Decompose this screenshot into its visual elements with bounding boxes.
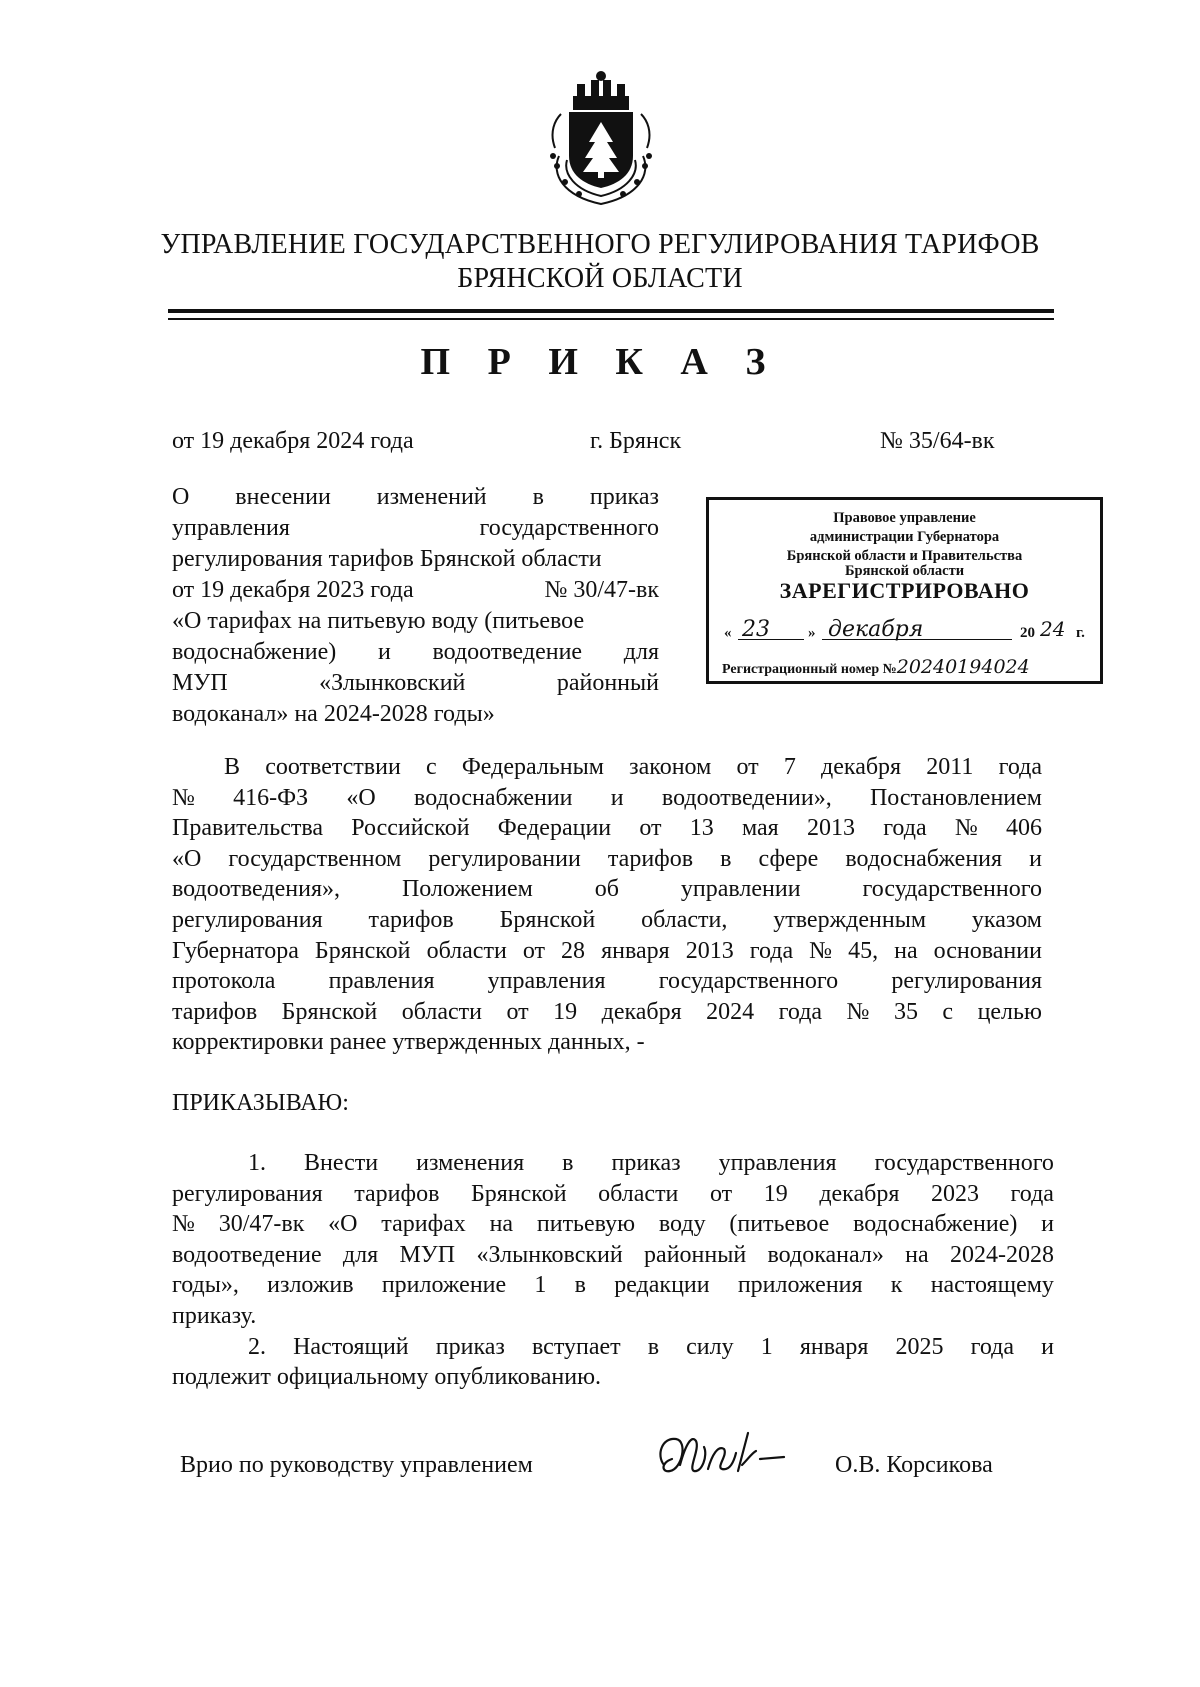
stamp-org-line: Брянской области и Правительства [786,548,1023,564]
registration-stamp [706,497,1103,684]
text-line: № 30/47-вк «О тарифах на питьевую воду (питьевое водоснабжение) и [172,1211,1054,1238]
text-line: подлежит официальному опубликованию. [172,1364,602,1391]
stamp-year-end: г. [1076,625,1085,641]
stamp-org-line: администрации Губернатора [809,529,1000,545]
text-line: В соответствии с Федеральным законом от 7 декабря 2011 года [224,754,1042,780]
order-items [172,1148,1054,1393]
text-line: водоотведения», Положением об управлении государственного [172,876,1042,903]
subject-line: О внесении изменений в приказ [172,484,659,510]
subject-line: от 19 декабря 2023 года № 30/47-вк [172,577,659,603]
signatory-position: Врио по руководству управлением [180,1452,533,1478]
subject-line: управления государственного [172,515,659,541]
text-line: Правительства Российской Федерации от 13 мая 2013 года № 406 [172,815,1042,842]
text-line: протокола правления управления государственного регулирования [172,968,1042,995]
text-line: Губернатора Брянской области от 28 января 2013 года № 45, на основании [172,937,1042,964]
stamp-month: декабря [828,617,924,642]
handwritten-signature [652,1425,792,1490]
text-line: 2. Настоящий приказ вступает в силу 1 января 2025 года и [248,1333,1054,1360]
document-city: г. Брянск [590,428,682,454]
stamp-org-line: Брянской области [844,563,965,579]
stamp-day: 23 [742,617,770,642]
order-word: ПРИКАЗЫВАЮ: [172,1090,349,1116]
stamp-reg-number: 20240194024 [896,656,1030,678]
subject-line: водоснабжение) и водоотведение для [172,639,659,665]
stamp-year-suffix: 24 [1040,617,1066,641]
text-line: «О государственном регулировании тарифов в сфере водоснабжения и [172,845,1042,872]
subject-line: водоканал» на 2024-2028 годы» [172,701,495,727]
text-line: водоотведение для МУП «Злынковский районный водоканал» на 2024-2028 [172,1241,1054,1268]
stamp-org-line: Правовое управление [833,510,976,526]
preamble-paragraph [172,752,1042,1058]
stamp-registered-label: ЗАРЕГИСТРИРОВАНО [779,578,1030,603]
document-number: № 35/64-вк [880,428,995,454]
agency-name-line1: УПРАВЛЕНИЕ ГОСУДАРСТВЕННОГО РЕГУЛИРОВАНИЯ ТАРИФОВ [160,229,1040,260]
header-divider-thin [168,318,1054,320]
stamp-date-line: « 23 » декабря 20 24 г. [724,617,1085,642]
text-line: годы», изложив приложение 1 в редакции приложения к настоящему [172,1272,1054,1299]
text-line: корректировки ранее утвержденных данных, - [172,1029,645,1056]
stamp-year-prefix: 20 [1020,625,1035,641]
text-line: регулирования тарифов Брянской области, утвержденным указом [172,906,1042,933]
document-date: от 19 декабря 2024 года [172,428,414,454]
agency-name-line2: БРЯНСКОЙ ОБЛАСТИ [457,263,743,294]
text-line: тарифов Брянской области от 19 декабря 2024 года № 35 с целью [172,998,1042,1025]
document-subject [172,482,659,730]
coat-of-arms-icon [545,70,657,210]
text-line: № 416-ФЗ «О водоснабжении и водоотведении», Постановлением [172,784,1042,811]
header-divider-thick [168,309,1054,313]
stamp-reg-label: Регистрационный номер № [722,662,897,677]
document-type-title: П Р И К А З [420,341,780,383]
text-line: приказу. [172,1302,257,1329]
stamp-reg-number-line [722,656,1094,678]
text-line: регулирования тарифов Брянской области от 19 декабря 2023 года [172,1180,1054,1207]
signatory-name: О.В. Корсикова [835,1452,993,1478]
subject-line: «О тарифах на питьевую воду (питьевое [172,608,585,634]
text-line: 1. Внести изменения в приказ управления государственного [248,1150,1054,1176]
subject-line: МУП «Злынковский районный [172,670,659,696]
subject-line: регулирования тарифов Брянской области [172,546,602,572]
